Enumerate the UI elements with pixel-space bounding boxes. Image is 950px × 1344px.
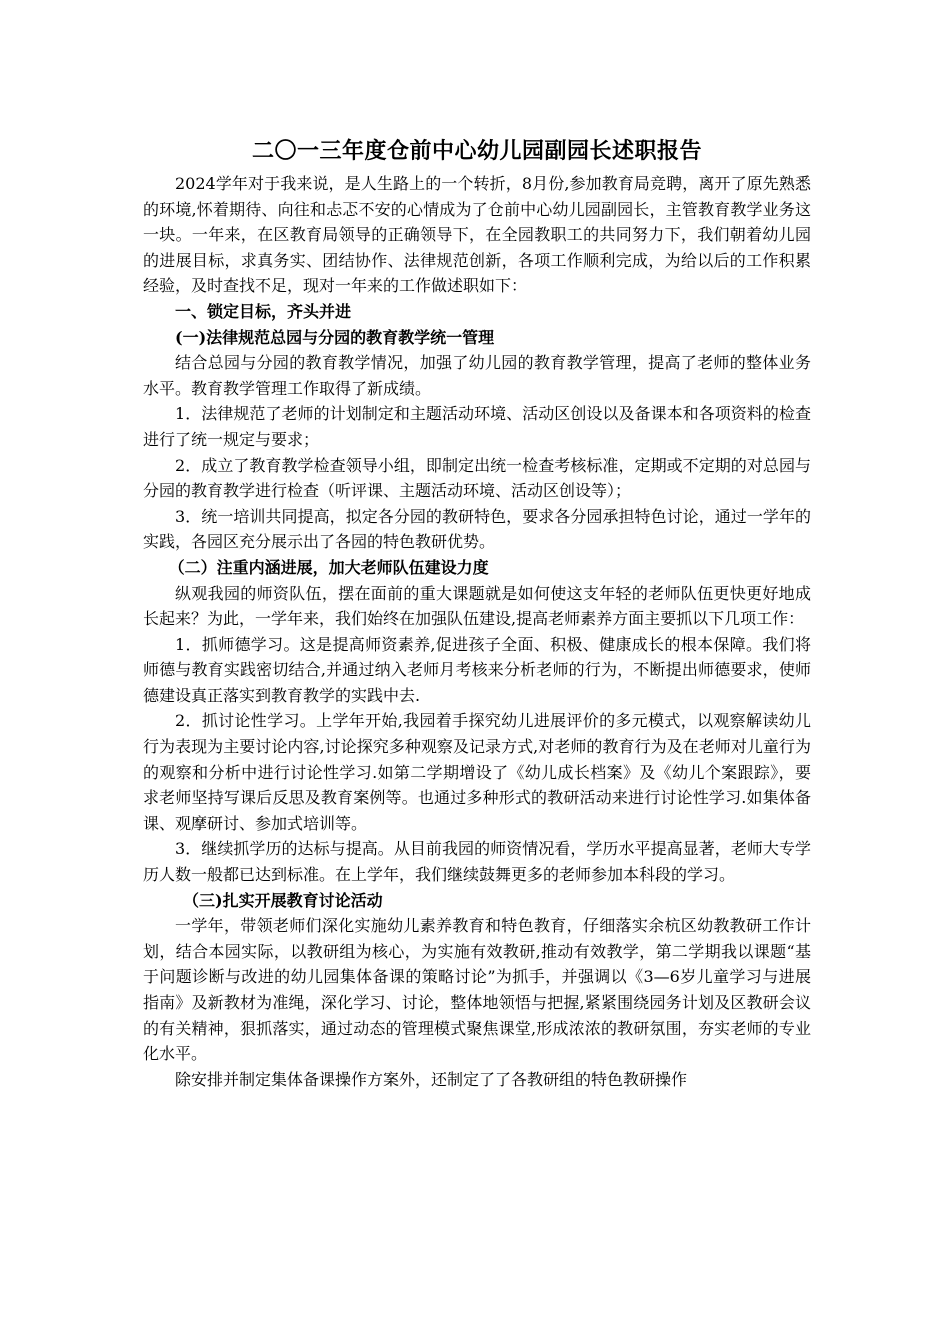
document-title: 二〇一三年度仓前中心幼儿园副园长述职报告 <box>251 138 702 164</box>
body-paragraph: 纵观我园的师资队伍，摆在面前的重大课题就是如何使这支年轻的老师队伍更快更好地成长起来？为此，一学年来，我们始终在加强队伍建设,提高老师素养方面主要抓以下几项工作： <box>143 583 811 629</box>
body-paragraph: 结合总园与分园的教育教学情况，加强了幼儿园的教育教学管理，提高了老师的整体业务水平。教育教学管理工作取得了新成绩。 <box>143 353 811 398</box>
body-paragraph: 除安排并制定集体备课操作方案外，还制定了了各教研组的特色教研操作 <box>175 1069 688 1089</box>
subsection-heading-1: (一)法律规范总园与分园的教育教学统一管理 <box>175 327 495 347</box>
list-item: 3．继续抓学历的达标与提高。从目前我园的师资情况看，学历水平提高显著，老师大专学历人数一般都已达到标准。在上学年，我们继续鼓舞更多的老师参加本科段的学习。 <box>143 839 811 885</box>
list-item: 1．法律规范了老师的计划制定和主题活动环境、活动区创设以及备课本和各项资料的检查进行了统一规定与要求； <box>143 404 811 449</box>
subsection-heading-3: （三)扎实开展教育讨论活动 <box>183 890 383 910</box>
section-heading-1: 一、锁定目标，齐头并进 <box>175 301 352 321</box>
list-item: 2．成立了教育教学检查领导小组，即制定出统一检查考核标准，定期或不定期的对总园与分园的教育教学进行检查（听评课、主题活动环境、活动区创设等）； <box>143 455 811 501</box>
body-paragraph: 一学年，带领老师们深化实施幼儿素养教育和特色教育，仔细落实余杭区幼教教研工作计划，结合本园实际，以教研组为核心，为实施有效教研,推动有效教学，第二学期我以课题“基于问题诊断与改进的幼儿园集体备课的策略讨论”为抓手，并强调以《3—6岁儿童学习与进展指南》及新教材为准绳，深化学习、讨论，整体地领悟与把握,紧紧围绕园务计划及区教研会议的有关精神，狠抓落实，通过动态的管理模式聚焦课堂,形成浓浓的教研氛围，夯实老师的专业化水平。 <box>143 916 811 1064</box>
subsection-heading-2: （二）注重内涵进展，加大老师队伍建设力度 <box>168 557 489 577</box>
document-body <box>143 133 811 1092</box>
list-item: 1．抓师德学习。这是提高师资素养,促进孩子全面、积极、健康成长的根本保障。我们将师德与教育实践密切结合,并通过纳入老师月考核来分析老师的行为，不断提出师德要求，使师德建设真正落实到教育教学的实践中去. <box>143 634 811 705</box>
intro-paragraph: 2024学年对于我来说，是人生路上的一个转折，8月份,参加教育局竞聘，离开了原先熟悉的环境,怀着期待、向往和忐忑不安的心情成为了仓前中心幼儿园副园长，主管教育教学业务这一块。一年来，在区教育局领导的正确领导下，在全园教职工的共同努力下，我们朝着幼儿园的进展目标，求真务实、团结协作、法律规范创新，各项工作顺利完成，为给以后的工作积累经验，及时查找不足，现对一年来的工作做述职如下： <box>143 174 811 296</box>
list-item: 3．统一培训共同提高，拟定各分园的教研特色，要求各分园承担特色讨论，通过一学年的实践，各园区充分展示出了各园的特色教研优势。 <box>143 506 811 552</box>
list-item: 2．抓讨论性学习。上学年开始,我园着手探究幼儿进展评价的多元模式，以观察解读幼儿行为表现为主要讨论内容,讨论探究多种观察及记录方式,对老师的教育行为及在老师对儿童行为的观察和分析中进行讨论性学习.如第二学期增设了《幼儿成长档案》及《幼儿个案跟踪》，要求老师坚持写课后反思及教育案例等。也通过多种形式的教研活动来进行讨论性学习.如集体备课、观摩研讨、参加式培训等。 <box>143 711 811 833</box>
